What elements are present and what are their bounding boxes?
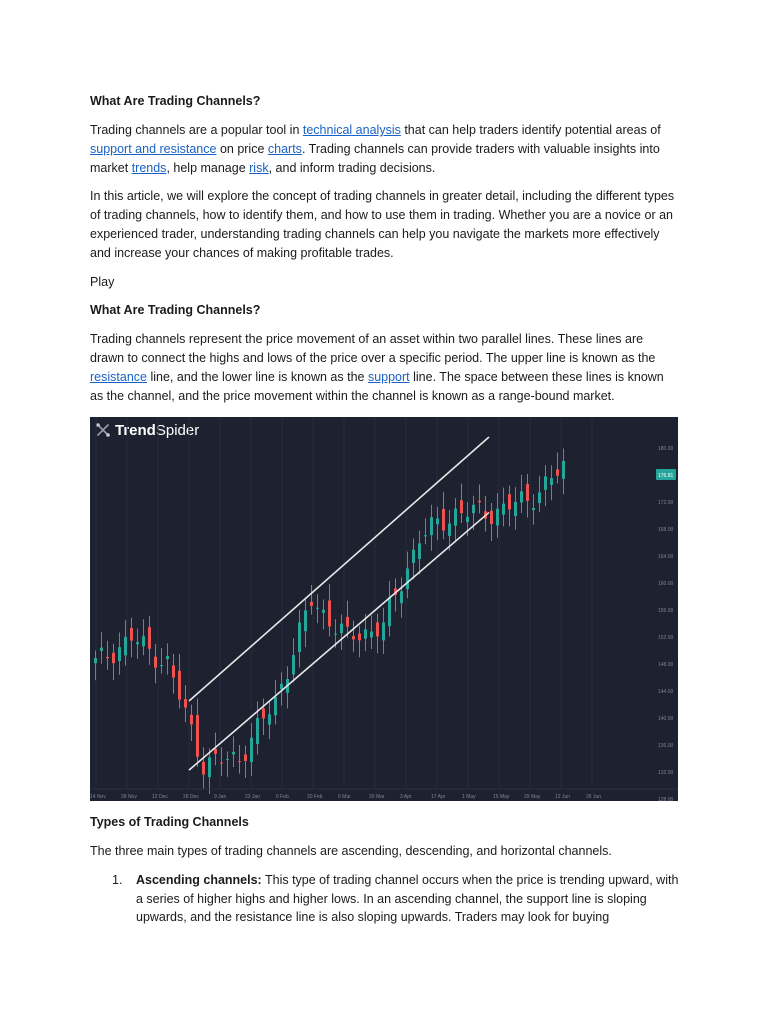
- article-overview-paragraph: In this article, we will explore the concept of trading channels in greater detail, including the different types of trading channels, how to identify them, and how to use them in trading. Whether you are a novice or an experienced trader, understanding trading channels can help you navigate the markets more effectively and increase your chances of making profitable trades.: [90, 189, 675, 260]
- candle-body: [244, 754, 247, 761]
- text-run: , and inform trading decisions.: [268, 160, 436, 175]
- candle-body: [94, 658, 97, 663]
- candle-body: [430, 517, 433, 535]
- text-run: on price: [216, 141, 268, 156]
- link-risk[interactable]: risk: [249, 160, 269, 175]
- candle-body: [172, 665, 175, 677]
- candle-body: [376, 622, 379, 636]
- candle-body: [460, 500, 463, 513]
- logo-text-bold: Trend: [115, 422, 156, 439]
- types-intro-paragraph: The three main types of trading channels are ascending, descending, and horizontal channels.: [90, 844, 612, 858]
- y-tick-label: 172.00: [658, 500, 674, 506]
- x-tick-label: 20 Mar: [369, 794, 385, 800]
- section-heading: What Are Trading Channels?: [90, 94, 261, 108]
- text-run: . Trading channels can provide traders with valuable insights into market: [90, 141, 660, 175]
- x-tick-label: 23 Jan: [245, 794, 261, 800]
- candle-body: [292, 655, 295, 674]
- candle-body: [106, 657, 109, 658]
- link-charts[interactable]: charts: [267, 141, 302, 156]
- candle-body: [142, 636, 145, 646]
- candle-body: [226, 759, 229, 760]
- candle-body: [124, 637, 127, 656]
- intro-paragraph: [90, 121, 680, 177]
- candle-body: [184, 699, 187, 707]
- x-tick-label: 28 Nov: [121, 794, 137, 800]
- candle-body: [370, 631, 373, 637]
- candle-body: [238, 761, 241, 762]
- candle-body: [136, 642, 139, 644]
- candle-body: [190, 715, 193, 725]
- candle-body: [202, 762, 205, 775]
- y-tick-label: 140.00: [658, 716, 674, 722]
- x-tick-label: 12 Dec: [152, 794, 168, 800]
- types-section: [90, 813, 680, 927]
- candle-body: [466, 517, 469, 522]
- candle-body: [328, 601, 331, 627]
- candle-body: [478, 501, 481, 502]
- candle-body: [520, 491, 523, 502]
- candle-body: [544, 476, 547, 489]
- candle-body: [472, 505, 475, 513]
- y-tick-label: 136.00: [658, 743, 674, 749]
- candle-body: [334, 634, 337, 635]
- x-tick-label: 9 Jan: [214, 794, 227, 800]
- y-tick-label: 128.00: [658, 797, 674, 801]
- candle-body: [418, 543, 421, 559]
- candle-body: [508, 494, 511, 509]
- article-body: [90, 92, 680, 416]
- candle-body: [550, 478, 553, 485]
- y-tick-label: 132.00: [658, 770, 674, 776]
- candle-body: [100, 648, 103, 651]
- candle-body: [304, 610, 307, 631]
- candle-body: [274, 697, 277, 715]
- candle-body: [316, 608, 319, 609]
- text-run: Trading channels are a popular tool in: [90, 123, 303, 137]
- candle-body: [442, 509, 445, 530]
- candle-body: [118, 647, 121, 661]
- candle-body: [526, 484, 529, 501]
- link-support[interactable]: support: [367, 369, 410, 384]
- play-label: Play: [90, 274, 115, 289]
- x-tick-label: 12 Jun: [555, 794, 571, 800]
- y-tick-label: 168.00: [658, 527, 674, 533]
- x-tick-label: 6 Mar: [338, 794, 351, 800]
- candle-body: [400, 591, 403, 603]
- candle-body: [514, 502, 517, 516]
- channel-types-list: [90, 871, 680, 927]
- x-tick-label: 14 Nov: [90, 794, 106, 800]
- list-item-title: Ascending channels:: [136, 872, 262, 887]
- y-tick-label: 144.00: [658, 689, 674, 695]
- candle-body: [388, 597, 391, 626]
- candle-body: [232, 752, 235, 755]
- x-tick-label: 26 Jun: [586, 794, 602, 800]
- candle-body: [490, 511, 493, 524]
- list-item-text: This type of trading channel occurs when the price is trending upward, with a series of higher highs and higher lows. In an ascending channel, the support line is sloping upwards, and the resistance line is also sloping upwards. Traders may look for buying: [136, 872, 679, 925]
- candle-body: [160, 665, 163, 666]
- candle-body: [538, 493, 541, 504]
- x-tick-label: 1 May: [462, 794, 476, 800]
- text-run: , help manage: [166, 160, 250, 175]
- candle-body: [262, 709, 265, 719]
- candle-body: [196, 715, 199, 757]
- text-run: line. The space between these lines is known as the channel, and the price movement within the channel is known as a range-bound market.: [90, 369, 664, 403]
- candle-body: [436, 518, 439, 524]
- y-tick-label: 160.00: [658, 581, 674, 587]
- y-tick-label: 152.00: [658, 635, 674, 641]
- candle-body: [448, 524, 451, 536]
- candle-body: [358, 634, 361, 641]
- y-tick-label: 156.00: [658, 608, 674, 614]
- candle-body: [556, 469, 559, 475]
- candle-body: [562, 461, 565, 479]
- candle-body: [382, 623, 385, 641]
- y-tick-label: 180.00: [658, 446, 674, 452]
- candle-body: [346, 617, 349, 627]
- candle-body: [178, 671, 181, 700]
- candle-body: [502, 504, 505, 515]
- section-heading: What Are Trading Channels?: [90, 303, 261, 318]
- link-resistance[interactable]: resistance: [90, 369, 147, 384]
- candle-body: [310, 602, 313, 606]
- candle-body: [256, 718, 259, 744]
- trendspider-logo-text: [115, 422, 199, 439]
- candle-body: [148, 627, 151, 649]
- chart-svg: [90, 417, 678, 801]
- x-tick-label: 3 Apr: [400, 794, 412, 800]
- link-trends[interactable]: trends: [131, 160, 167, 175]
- definition-paragraph: [90, 330, 680, 405]
- candle-body: [352, 636, 355, 639]
- x-tick-label: 17 Apr: [431, 794, 446, 800]
- candle-body: [532, 508, 535, 510]
- candle-body: [340, 624, 343, 634]
- y-tick-label: 148.00: [658, 662, 674, 668]
- list-item: [90, 871, 680, 927]
- candle-body: [214, 749, 217, 754]
- candle-body: [298, 622, 301, 651]
- x-tick-label: 29 May: [524, 794, 541, 800]
- list-number: 1.: [112, 872, 123, 887]
- candle-body: [208, 757, 211, 777]
- text-run: that can help traders identify potential areas of: [400, 123, 661, 137]
- section-heading: Types of Trading Channels: [90, 815, 249, 829]
- candle-body: [112, 653, 115, 663]
- candle-body: [130, 628, 133, 641]
- candle-body: [166, 656, 169, 659]
- logo-text-regular: Spider: [155, 422, 200, 439]
- link-support-and-resistance[interactable]: support and resistance: [90, 141, 217, 156]
- candle-body: [250, 738, 253, 762]
- text-run: Trading channels represent the price movement of an asset within two parallel lines. These lines are drawn to connect the highs and lows of the price over a specific period. The upper line is known as the: [90, 332, 656, 366]
- candle-body: [424, 535, 427, 536]
- x-tick-label: 15 May: [493, 794, 510, 800]
- candle-body: [364, 629, 367, 638]
- candle-body: [322, 610, 325, 613]
- trading-channel-chart: [90, 417, 678, 801]
- candle-body: [280, 684, 283, 690]
- y-tick-label: 164.00: [658, 554, 674, 560]
- x-tick-label: 20 Feb: [307, 794, 323, 800]
- y-tick-label: 176.81: [658, 473, 674, 479]
- link-technical-analysis[interactable]: technical analysis: [302, 123, 401, 137]
- candle-body: [268, 714, 271, 724]
- x-tick-label: 6 Feb: [276, 794, 289, 800]
- candle-body: [412, 550, 415, 563]
- candle-body: [220, 763, 223, 764]
- candle-body: [454, 509, 457, 526]
- candle-body: [406, 568, 409, 589]
- text-run: line, and the lower line is known as the: [146, 369, 368, 384]
- x-tick-label: 26 Dec: [183, 794, 199, 800]
- candle-body: [496, 509, 499, 526]
- candle-body: [154, 657, 157, 668]
